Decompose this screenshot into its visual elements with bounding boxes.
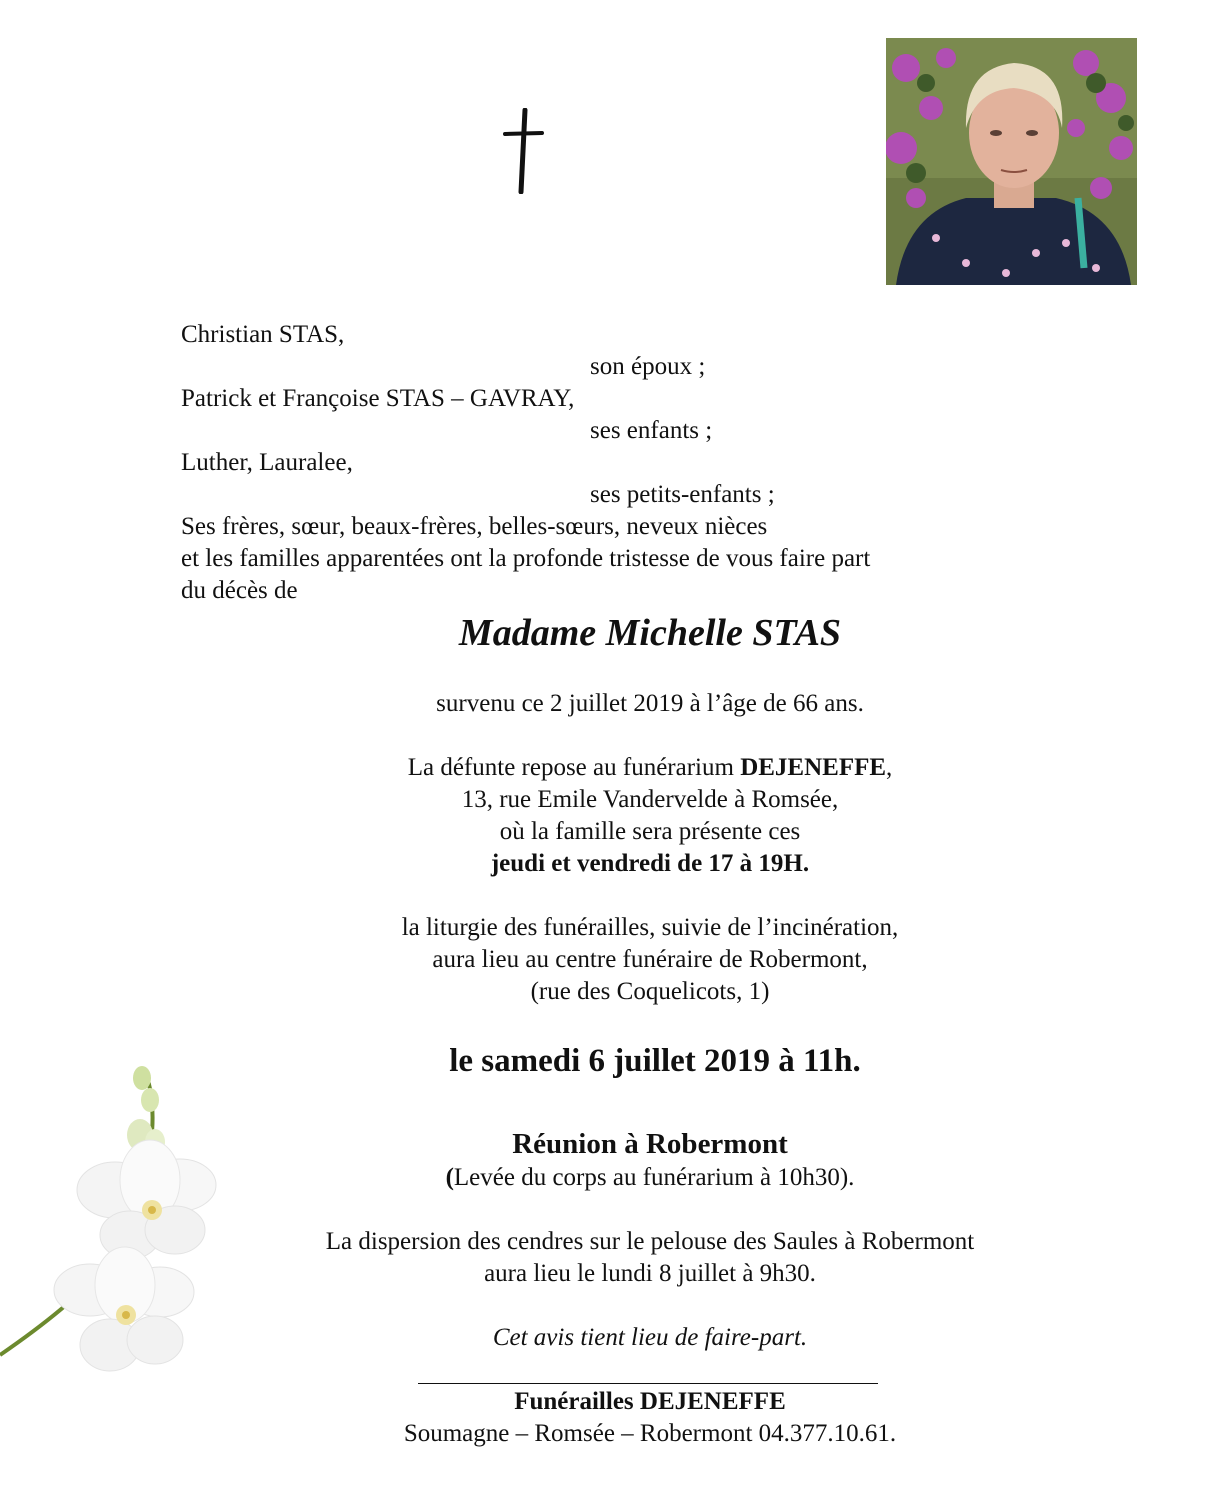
deceased-name: Madame Michelle STAS — [458, 612, 842, 654]
spouse-role: son époux ; — [590, 353, 706, 380]
announcement-line: Ses frères, sœur, beaux-frères, belles-sœurs, neveux nièces — [181, 513, 768, 540]
dispersion-line-1: La dispersion des cendres sur le pelouse des Saules à Robermont — [325, 1228, 975, 1255]
dispersion-line-2: aura lieu le lundi 8 juillet à 9h30. — [484, 1260, 816, 1287]
footer — [0, 1386, 1214, 1450]
announcement-line: du décès de — [181, 577, 298, 604]
liturgy-line-3: (rue des Coquelicots, 1) — [530, 978, 770, 1005]
wake-address: 13, rue Emile Vandervelde à Romsée, — [461, 786, 839, 813]
ceremony-date: le samedi 6 juillet 2019 à 11h. — [449, 1043, 861, 1079]
wake-line-1: La défunte repose au funérarium DEJENEFFE, — [407, 754, 893, 781]
funeral-home-name: DEJENEFFE — [740, 754, 887, 781]
divider-line — [418, 1383, 878, 1384]
death-info: survenu ce 2 juillet 2019 à l’âge de 66 ans. — [436, 690, 864, 717]
orchid-flower-icon — [0, 1060, 250, 1380]
grandchildren-role: ses petits-enfants ; — [590, 481, 775, 508]
liturgy-line-2: aura lieu au centre funéraire de Robermont, — [432, 946, 868, 973]
family-list — [181, 319, 1081, 607]
liturgy-info — [0, 912, 1214, 1008]
grandchildren-names: Luther, Lauralee, — [181, 449, 353, 476]
cross-icon — [502, 108, 544, 194]
wake-info — [0, 752, 1214, 880]
footer-company: Funérailles DEJENEFFE — [514, 1388, 786, 1415]
notice-text: Cet avis tient lieu de faire-part. — [492, 1324, 808, 1351]
announcement-line: et les familles apparentées ont la profonde tristesse de vous faire part — [181, 545, 871, 572]
meeting-title: Réunion à Robermont — [512, 1128, 788, 1160]
children-names: Patrick et Françoise STAS – GAVRAY, — [181, 385, 575, 412]
liturgy-line-1: la liturgie des funérailles, suivie de l’incinération, — [401, 914, 899, 941]
wake-line-3: où la famille sera présente ces — [499, 818, 801, 845]
meeting-detail: (Levée du corps au funérarium à 10h30). — [445, 1164, 855, 1191]
portrait-photo — [886, 38, 1137, 285]
children-role: ses enfants ; — [590, 417, 713, 444]
spouse-name: Christian STAS, — [181, 321, 345, 348]
wake-schedule: jeudi et vendredi de 17 à 19H. — [490, 850, 810, 877]
footer-contact: Soumagne – Romsée – Robermont 04.377.10.61. — [403, 1420, 897, 1447]
